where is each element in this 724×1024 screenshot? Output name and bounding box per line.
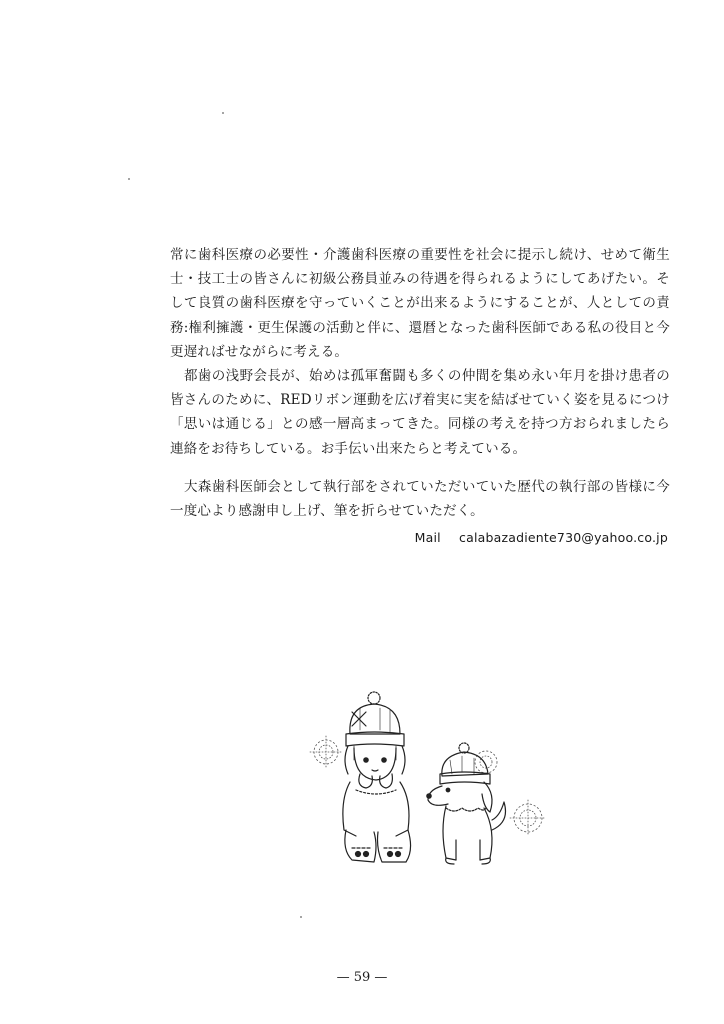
- mail-address: calabazadiente730@yahoo.co.jp: [459, 530, 668, 545]
- sparkle-right-top-icon: [475, 751, 497, 773]
- paragraph: 都歯の浅野会長が、始めは孤軍奮闘も多くの仲間を集め永い年月を掛け患者の皆さんのために、REDリボン運動を広げ着実に実を結ばせていく姿を見るにつけ「思いは通じる」との感一層高まってきた。同様の考えを持つ方おられましたら連絡をお待ちしている。お手伝い出来たらと考えている。: [170, 368, 670, 457]
- page-number: — 59 —: [336, 970, 388, 985]
- paragraph: 大森歯科医師会として執行部をされていただいていた歴代の執行部の皆様に今一度心より感謝申し上げ、筆を折らせていただく。: [170, 478, 670, 520]
- child-and-dog-illustration-icon: [296, 690, 556, 890]
- paragraph-gap: [170, 461, 670, 475]
- mail-label: Mail: [414, 530, 441, 545]
- child-figure: [343, 692, 411, 862]
- paragraph: 常に歯科医療の必要性・介護歯科医療の重要性を社会に提示し続け、せめて衛生士・技工士の皆さんに初級公務員並みの待遇を得られるようにしてあげたい。そして良質の歯科医療を守っていくことが出来るようにすることが、人としての責務:権利擁護・更生保護の活動と伴に、還暦となった歯科医師である私の役目と今更遅ればせながらに考える。: [170, 247, 670, 360]
- sparkle-left-icon: [310, 736, 342, 768]
- contact-mail: [415, 530, 668, 545]
- scan-speck: [300, 916, 302, 918]
- scan-speck: [222, 112, 224, 114]
- sparkle-right-icon: [510, 800, 546, 836]
- dog-figure: [427, 743, 506, 864]
- body-text: [170, 243, 670, 523]
- scan-speck: [128, 178, 130, 180]
